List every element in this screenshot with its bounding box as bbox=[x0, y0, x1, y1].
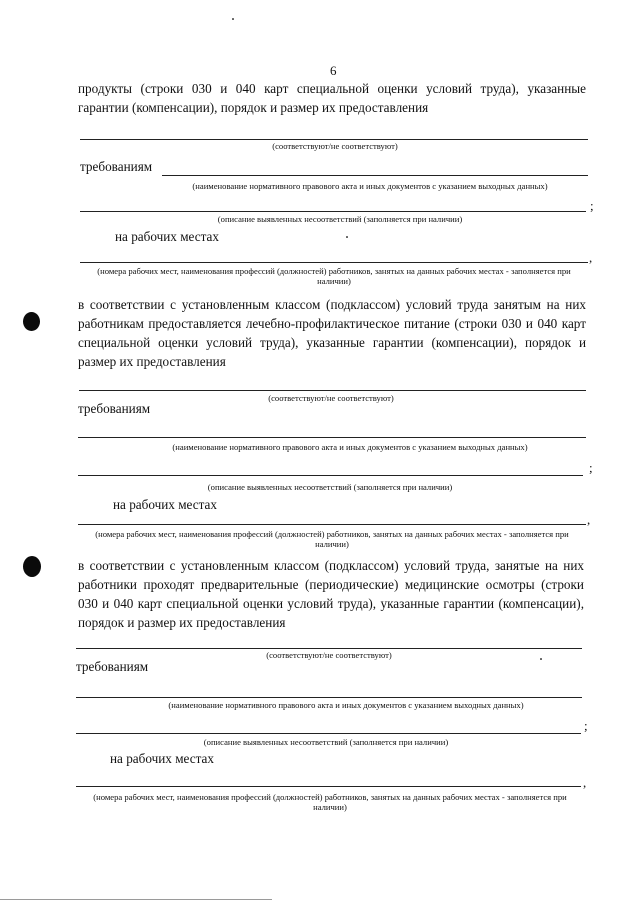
act-caption: (наименование нормативного правового акта и иных документов с указанием выходных данных) bbox=[168, 700, 524, 710]
page-number: 6 bbox=[330, 63, 337, 78]
conformity-line[interactable] bbox=[79, 390, 586, 391]
workplaces-caption: (номера рабочих мест, наименования профессий (должностей) работников, занятых на данных рабочих местах - заполняется при наличии) bbox=[97, 266, 571, 286]
workplaces-caption: (номера рабочих мест, наименования профессий (должностей) работников, занятых на данных рабочих местах - заполняется при наличии) bbox=[95, 529, 569, 549]
comma-mark: , bbox=[587, 512, 591, 527]
semicolon-mark: ; bbox=[584, 718, 588, 733]
conformity-line[interactable] bbox=[80, 139, 588, 140]
scan-speck bbox=[346, 236, 348, 238]
conformity-line[interactable] bbox=[76, 648, 582, 649]
discrepancy-caption: (описание выявленных несоответствий (заполняется при наличии) bbox=[217, 214, 463, 224]
block-paragraph: в соответствии с установленным классом (подклассом) условий труда, занятые на них работники проходят предварительные (периодические) медицинские осмотры (строки 030 и 040 карт специальной оценки условий труда), указанные гарантии (компенсации), порядок и размер их предоставления bbox=[78, 558, 584, 630]
conformity-caption: (соответствуют/не соответствуют) bbox=[268, 393, 394, 403]
bullet-dot bbox=[23, 312, 40, 331]
workplaces-label: на рабочих местах bbox=[115, 229, 219, 244]
workplaces-line[interactable] bbox=[78, 524, 586, 525]
intro-paragraph: продукты (строки 030 и 040 карт специальной оценки условий труда), указанные гарантии (компенсации), порядок и размер их предоставления bbox=[78, 81, 586, 115]
requirements-label: требованиям bbox=[80, 159, 153, 174]
workplaces-label: на рабочих местах bbox=[110, 751, 214, 766]
comma-mark: , bbox=[589, 250, 593, 265]
scan-speck bbox=[232, 18, 234, 20]
discrepancy-caption: (описание выявленных несоответствий (заполняется при наличии) bbox=[207, 482, 453, 492]
workplaces-line[interactable] bbox=[76, 786, 581, 787]
discrepancy-caption: (описание выявленных несоответствий (заполняется при наличии) bbox=[203, 737, 449, 747]
scan-speck bbox=[540, 658, 542, 660]
workplaces-label: на рабочих местах bbox=[113, 497, 217, 512]
discrepancy-line[interactable] bbox=[78, 475, 583, 476]
bullet-dot bbox=[23, 556, 41, 577]
act-line[interactable] bbox=[78, 437, 586, 438]
workplaces-line[interactable] bbox=[80, 262, 588, 263]
conformity-caption: (соответствуют/не соответствуют) bbox=[272, 141, 398, 151]
workplaces-caption: (номера рабочих мест, наименования профессий (должностей) работников, занятых на данных рабочих местах - заполняется при наличии) bbox=[93, 792, 567, 812]
semicolon-mark: ; bbox=[590, 198, 594, 213]
act-caption: (наименование нормативного правового акта и иных документов с указанием выходных данных) bbox=[172, 442, 528, 452]
discrepancy-line[interactable] bbox=[76, 733, 581, 734]
comma-mark: , bbox=[583, 775, 587, 790]
act-line[interactable] bbox=[162, 175, 588, 176]
requirements-label: требованиям bbox=[76, 659, 149, 674]
requirements-label: требованиям bbox=[78, 401, 151, 416]
block-paragraph: в соответствии с установленным классом (подклассом) условий труда занятым на них работникам предоставляется лечебно-профилактическое питание (строки 030 и 040 карт специальной оценки условий труда), указанные гарантии (компенсации), порядок и размер их предоставления bbox=[78, 297, 586, 369]
discrepancy-line[interactable] bbox=[80, 211, 586, 212]
act-line[interactable] bbox=[76, 697, 582, 698]
conformity-caption: (соответствуют/не соответствуют) bbox=[266, 650, 392, 660]
scan-edge-line bbox=[0, 899, 272, 900]
act-caption: (наименование нормативного правового акта и иных документов с указанием выходных данных) bbox=[192, 181, 548, 191]
semicolon-mark: ; bbox=[589, 460, 593, 475]
